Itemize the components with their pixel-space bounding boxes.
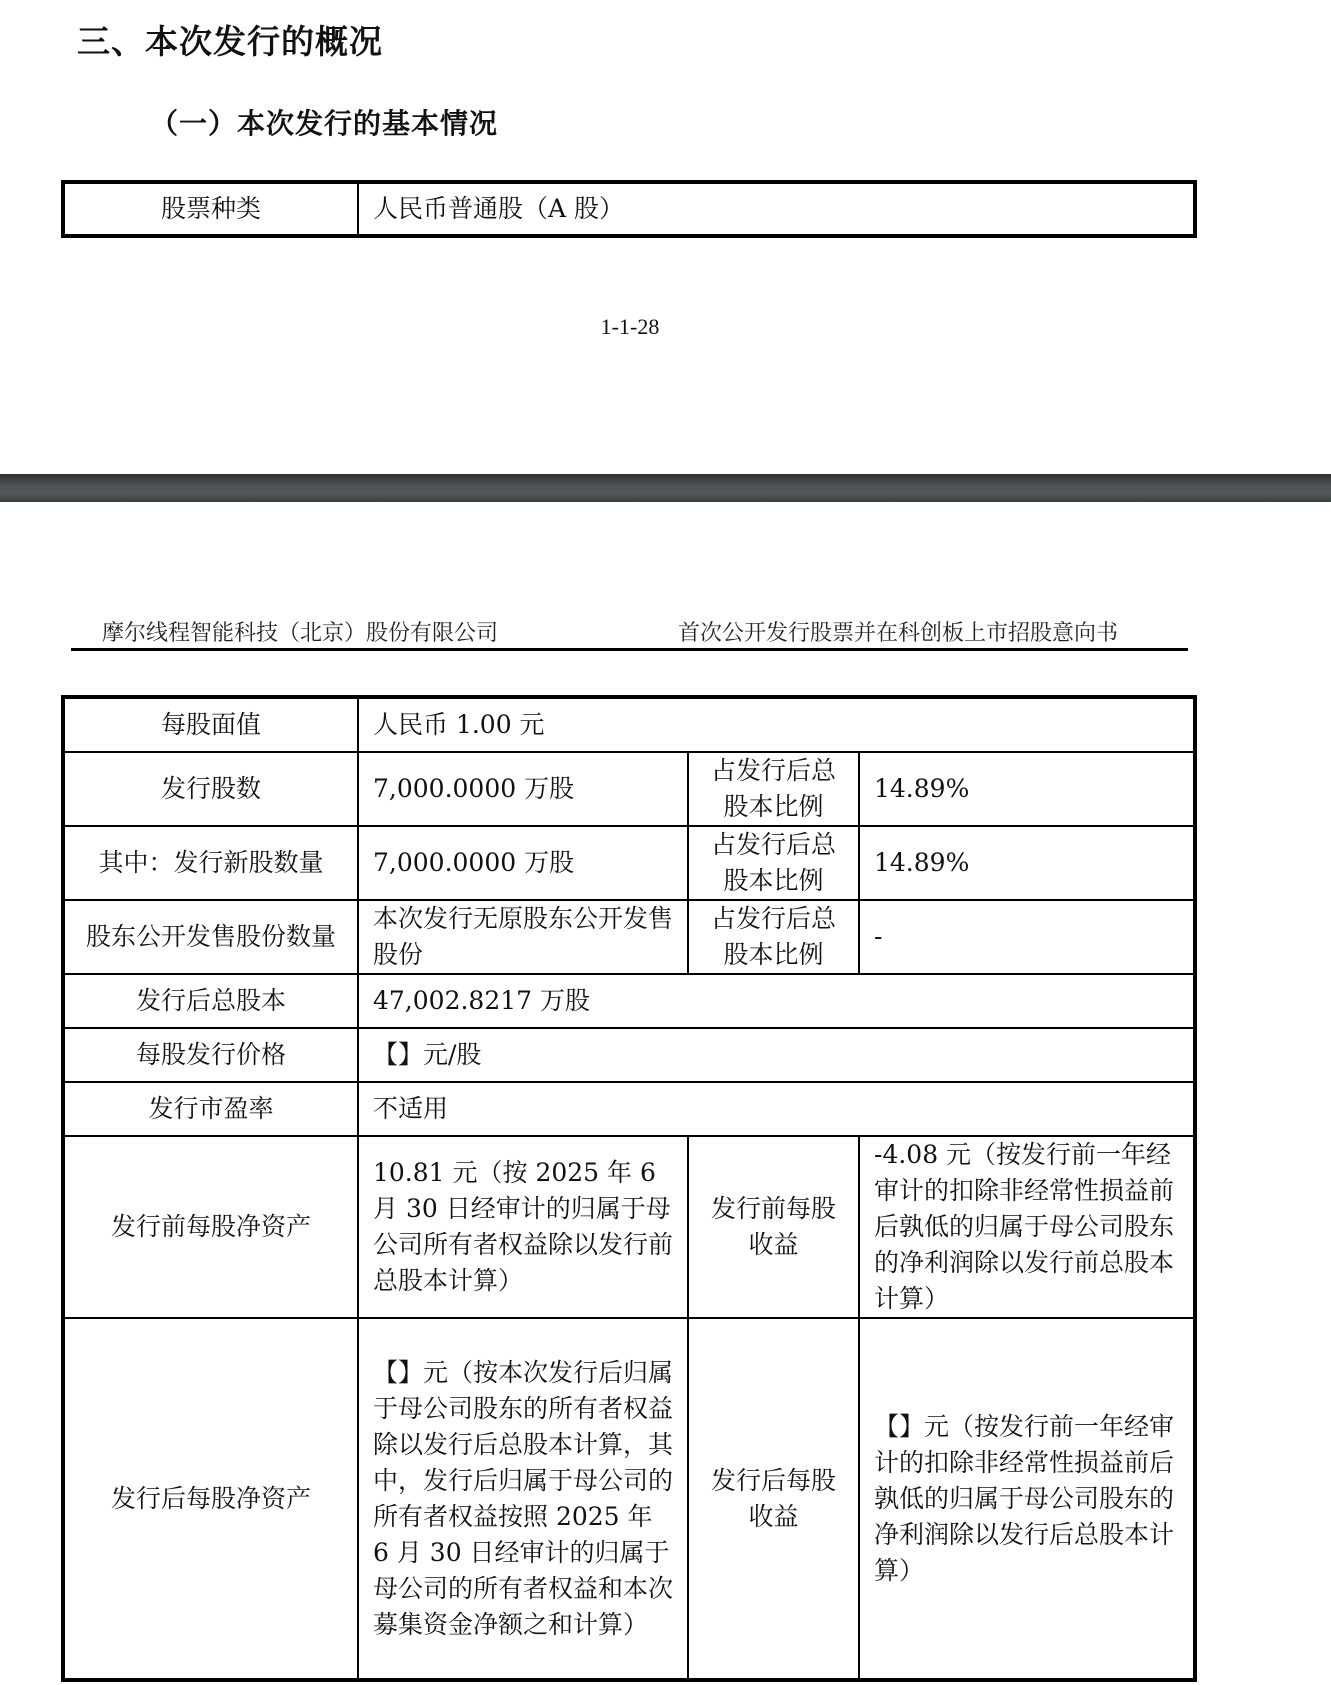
table-row [63,752,1195,826]
shareholder-sale-ratio-value: - [859,900,1195,974]
running-header-company: 摩尔线程智能科技（北京）股份有限公司 [102,621,499,646]
page-number: 1-1-28 [600,314,660,339]
pe-ratio-value: 不适用 [358,1082,1195,1136]
issue-price-label: 每股发行价格 [63,1028,358,1082]
section-subtitle: （一）本次发行的基本情况 [150,107,499,140]
post-issue-nav-value: 【】元（按本次发行后归属于母公司股东的所有者权益除以发行后总股本计算，其中，发行后归属于母公司的所有者权益按照 2025 年 6 月 30 日经审计的归属于母公司的所有者权益和本次募集资金净额之和计算） [358,1318,688,1680]
par-value-label: 每股面值 [63,697,358,752]
new-shares-label: 其中：发行新股数量 [63,826,358,900]
table-row [63,1082,1195,1136]
issuance-basics-table-page2 [61,695,1197,1682]
new-shares-ratio-label: 占发行后总股本比例 [688,826,859,900]
post-issue-capital-value: 47,002.8217 万股 [358,974,1195,1028]
par-value-value: 人民币 1.00 元 [358,697,1195,752]
shares-issued-ratio-value: 14.89% [859,752,1195,826]
stock-type-label: 股票种类 [63,182,358,236]
shares-issued-label: 发行股数 [63,752,358,826]
table-row [63,697,1195,752]
post-issue-eps-value: 【】元（按发行前一年经审计的扣除非经常性损益前后孰低的归属于母公司股东的净利润除以发行后总股本计算） [859,1318,1195,1680]
issue-price-value: 【】元/股 [358,1028,1195,1082]
shareholder-sale-label: 股东公开发售股份数量 [63,900,358,974]
page-separator [0,474,1331,502]
table-row [63,974,1195,1028]
pre-issue-eps-label: 发行前每股收益 [688,1136,859,1318]
table-row [63,1318,1195,1680]
section-title: 三、本次发行的概况 [77,22,383,61]
shareholder-sale-value: 本次发行无原股东公开发售股份 [358,900,688,974]
pre-issue-nav-value: 10.81 元（按 2025 年 6 月 30 日经审计的归属于母公司所有者权益除以发行前总股本计算） [358,1136,688,1318]
shareholder-sale-ratio-label: 占发行后总股本比例 [688,900,859,974]
shares-issued-value: 7,000.0000 万股 [358,752,688,826]
table-row [63,1028,1195,1082]
running-header-document: 首次公开发行股票并在科创板上市招股意向书 [678,621,1119,646]
running-header-rule [71,648,1188,651]
table-row [63,1136,1195,1318]
post-issue-nav-label: 发行后每股净资产 [63,1318,358,1680]
post-issue-capital-label: 发行后总股本 [63,974,358,1028]
new-shares-ratio-value: 14.89% [859,826,1195,900]
pre-issue-eps-value: -4.08 元（按发行前一年经审计的扣除非经常性损益前后孰低的归属于母公司股东的净利润除以发行前总股本计算） [859,1136,1195,1318]
pe-ratio-label: 发行市盈率 [63,1082,358,1136]
pre-issue-nav-label: 发行前每股净资产 [63,1136,358,1318]
table-row [63,182,1195,236]
table-row [63,826,1195,900]
table-row [63,900,1195,974]
issuance-basics-table-page1 [61,180,1197,238]
new-shares-value: 7,000.0000 万股 [358,826,688,900]
shares-issued-ratio-label: 占发行后总股本比例 [688,752,859,826]
stock-type-value: 人民币普通股（A 股） [358,182,1195,236]
post-issue-eps-label: 发行后每股收益 [688,1318,859,1680]
